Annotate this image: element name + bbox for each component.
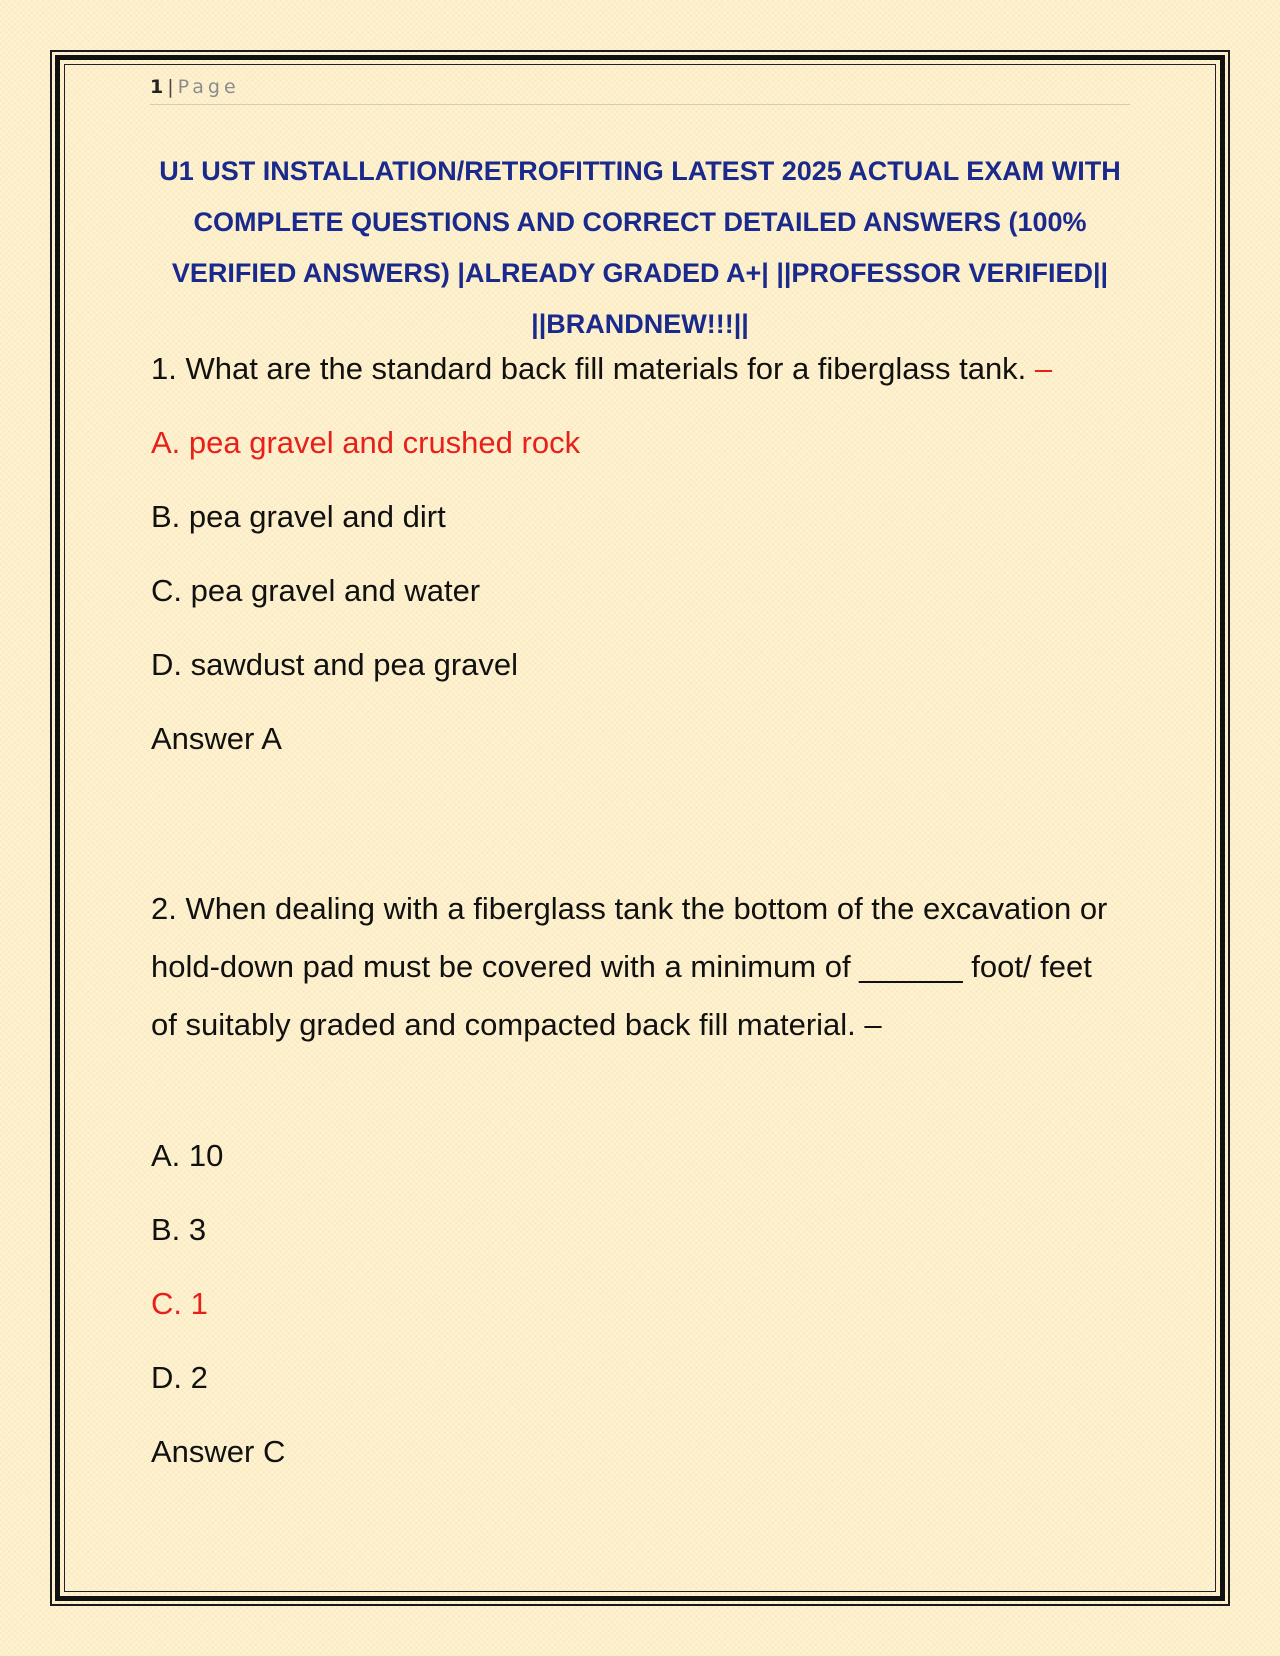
question-2-answer: Answer C [151,1434,286,1469]
question-2-option-c: C. 1 [151,1286,208,1321]
question-2-option-b: B. 3 [151,1212,207,1247]
question-1-dash: – [1034,351,1053,386]
question-1-stem: 1. What are the standard back fill materials for a fiberglass tank. [151,351,1027,386]
question-2-dash: – [864,1007,882,1042]
question-1-option-a: A. pea gravel and crushed rock [151,425,581,460]
question-2-text [151,880,1126,1054]
question-2-option-a: A. 10 [151,1138,224,1173]
page-label: Page [177,76,240,98]
question-1-answer: Answer A [151,721,282,756]
question-1-text [151,340,1131,398]
document-title: U1 UST INSTALLATION/RETROFITTING LATEST 2025 ACTUAL EXAM WITH COMPLETE QUESTIONS AND CORRECT DETAILED ANSWERS (100% VERIFIED ANSWERS) |ALREADY GRADED A+| ||PROFESSOR VERIFIED|| ||BRANDNEW!!!|| [159,156,1121,339]
page-number: 1 [150,76,164,98]
page-header [150,76,1130,105]
question-2-stem: 2. When dealing with a fiberglass tank the bottom of the excavation or hold-down pad must be covered with a minimum of ______ foot/ feet of suitably graded and compacted back fill material. [151,891,1108,1042]
header-separator: | [167,76,174,98]
question-1-option-b: B. pea gravel and dirt [151,499,446,534]
question-1-option-d: D. sawdust and pea gravel [151,647,519,682]
question-1-option-c: C. pea gravel and water [151,573,481,608]
question-2-option-d: D. 2 [151,1360,208,1395]
